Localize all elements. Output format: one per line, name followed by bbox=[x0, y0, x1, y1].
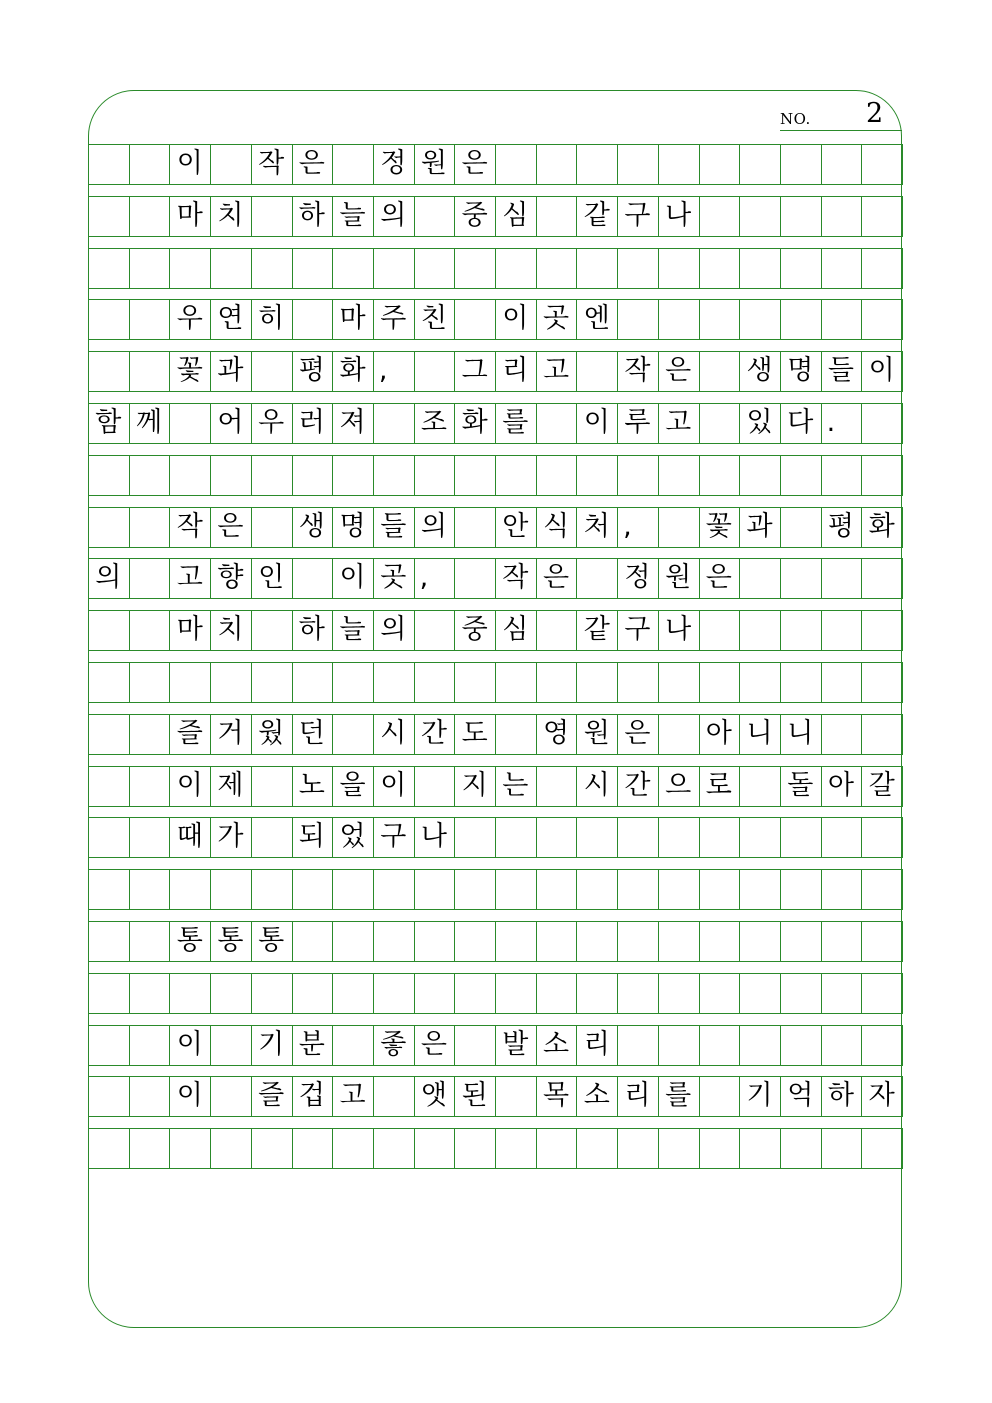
grid-cell: 치 bbox=[217, 199, 244, 231]
grid-cell bbox=[88, 507, 129, 547]
grid-cell bbox=[210, 144, 251, 184]
grid-cell: , bbox=[623, 510, 632, 542]
grid-cell: 었 bbox=[339, 821, 366, 853]
grid-cell: 연 bbox=[217, 303, 244, 335]
grid-cell bbox=[454, 507, 495, 547]
grid-cell: 중 bbox=[461, 614, 488, 646]
grid-cell: 이 bbox=[380, 769, 407, 801]
grid-cell: 통 bbox=[258, 925, 285, 956]
grid-cell: 이 bbox=[339, 562, 366, 594]
grid-cell bbox=[699, 1076, 740, 1116]
grid-cell: 리 bbox=[624, 1080, 651, 1112]
grid-cell: 아 bbox=[827, 769, 854, 801]
grid-cell: 도 bbox=[461, 717, 488, 749]
grid-cell: 하 bbox=[827, 1080, 854, 1112]
grid-cell bbox=[129, 351, 170, 391]
grid-cell: 분 bbox=[298, 1028, 325, 1060]
grid-row bbox=[88, 1128, 902, 1168]
grid-cell: 곳 bbox=[380, 562, 407, 594]
grid-cell bbox=[292, 299, 333, 339]
grid-cell bbox=[414, 610, 455, 650]
grid-cell: 화 bbox=[868, 510, 895, 542]
grid-cell: 때 bbox=[176, 821, 203, 853]
grid-cell bbox=[699, 351, 740, 391]
grid-cell: 과 bbox=[217, 355, 244, 387]
grid-cell: 러 bbox=[298, 407, 325, 438]
grid-cell: 작 bbox=[258, 148, 285, 179]
grid-row bbox=[88, 714, 902, 754]
grid-cell: 같 bbox=[583, 614, 610, 646]
grid-cell: 늘 bbox=[339, 614, 366, 646]
grid-cell bbox=[129, 299, 170, 339]
grid-cell: 심 bbox=[502, 199, 529, 231]
grid-cell: 의 bbox=[420, 510, 447, 542]
grid-cell: 억 bbox=[787, 1080, 814, 1112]
grid-cell bbox=[129, 714, 170, 754]
grid-cell-divider bbox=[902, 196, 903, 237]
grid-cell: 발 bbox=[502, 1028, 529, 1060]
grid-cell: 께 bbox=[135, 407, 163, 438]
grid-cell bbox=[88, 351, 129, 391]
grid-cell bbox=[373, 1076, 414, 1116]
grid-cell: 시 bbox=[583, 769, 610, 801]
grid-cell: 이 bbox=[583, 407, 610, 438]
grid-cell: 를 bbox=[665, 1080, 692, 1112]
grid-cell-divider bbox=[902, 507, 903, 548]
grid-cell: 명 bbox=[339, 510, 366, 542]
grid-cell: 목 bbox=[542, 1080, 570, 1112]
grid-cell: 꽃 bbox=[705, 510, 732, 542]
grid-cell: 노 bbox=[298, 769, 325, 801]
grid-cell: 갈 bbox=[868, 769, 895, 801]
grid-cell: 고 bbox=[339, 1080, 366, 1112]
grid-cell bbox=[536, 403, 577, 443]
grid-cell: 늘 bbox=[339, 199, 366, 231]
grid-cell-divider bbox=[902, 869, 903, 910]
grid-row bbox=[88, 1025, 902, 1065]
grid-row bbox=[88, 662, 902, 702]
grid-cell bbox=[251, 766, 292, 806]
grid-cell: 들 bbox=[827, 355, 854, 387]
page-number-label: NO. bbox=[780, 110, 811, 128]
grid-cell: 고 bbox=[542, 355, 570, 387]
grid-cell: 치 bbox=[217, 614, 244, 646]
grid-cell bbox=[373, 403, 414, 443]
grid-cell: 곳 bbox=[542, 303, 570, 335]
grid-row bbox=[88, 558, 902, 598]
grid-cell-divider bbox=[902, 817, 903, 858]
grid-cell bbox=[129, 558, 170, 598]
grid-row bbox=[88, 196, 902, 236]
grid-cell bbox=[332, 1025, 373, 1065]
grid-cell: 돌 bbox=[787, 769, 814, 801]
grid-cell: 심 bbox=[502, 614, 529, 646]
grid-cell: 영 bbox=[542, 717, 570, 749]
grid-cell bbox=[454, 299, 495, 339]
grid-row bbox=[88, 248, 902, 288]
grid-cell: 하 bbox=[298, 614, 325, 646]
grid-cell: 기 bbox=[746, 1080, 773, 1112]
grid-cell-divider bbox=[902, 144, 903, 185]
grid-cell bbox=[88, 299, 129, 339]
grid-cell: 던 bbox=[298, 717, 325, 749]
grid-cell-divider bbox=[902, 766, 903, 807]
grid-cell: 소 bbox=[583, 1080, 610, 1112]
grid-cell: 즐 bbox=[176, 717, 203, 749]
grid-cell: 즐 bbox=[258, 1080, 285, 1112]
page-number: 2 bbox=[866, 98, 884, 129]
grid-cell: 기 bbox=[258, 1028, 285, 1060]
grid-cell bbox=[88, 921, 129, 961]
grid-cell-divider bbox=[902, 248, 903, 289]
grid-cell: 식 bbox=[542, 510, 570, 542]
grid-row bbox=[88, 869, 902, 909]
grid-cell: 구 bbox=[380, 821, 407, 853]
grid-cell bbox=[414, 196, 455, 236]
grid-cell: 은 bbox=[420, 1028, 447, 1060]
grid-cell: 웠 bbox=[258, 717, 285, 749]
grid-cell: 제 bbox=[217, 769, 244, 801]
grid-row bbox=[88, 1076, 902, 1116]
grid-cell-divider bbox=[902, 973, 903, 1014]
grid-cell: 평 bbox=[298, 355, 325, 387]
grid-cell bbox=[699, 403, 740, 443]
grid-cell bbox=[88, 766, 129, 806]
grid-row bbox=[88, 455, 902, 495]
grid-cell: 화 bbox=[339, 355, 366, 387]
grid-cell: 은 bbox=[461, 148, 488, 179]
grid-cell: 과 bbox=[746, 510, 773, 542]
grid-cell bbox=[210, 1076, 251, 1116]
grid-cell: 작 bbox=[502, 562, 529, 594]
grid-cell: 하 bbox=[298, 199, 325, 231]
grid-cell: 의 bbox=[380, 199, 407, 231]
grid-cell: 처 bbox=[583, 510, 610, 542]
grid-cell bbox=[576, 558, 617, 598]
grid-cell bbox=[129, 144, 170, 184]
grid-cell: 이 bbox=[176, 1080, 203, 1112]
grid-cell bbox=[251, 507, 292, 547]
grid-cell: 간 bbox=[420, 717, 447, 749]
grid-cell: 의 bbox=[95, 562, 122, 594]
grid-cell bbox=[495, 1076, 536, 1116]
grid-cell: 은 bbox=[705, 562, 732, 594]
grid-cell bbox=[454, 558, 495, 598]
grid-cell: 구 bbox=[624, 199, 651, 231]
grid-cell: 은 bbox=[624, 717, 651, 749]
grid-cell: 어 bbox=[217, 407, 244, 438]
grid-cell: 겁 bbox=[298, 1080, 325, 1112]
grid-cell: 향 bbox=[217, 562, 244, 594]
grid-cell: 조 bbox=[420, 407, 447, 438]
grid-cell: 원 bbox=[583, 717, 610, 749]
grid-cell: 이 bbox=[176, 148, 203, 179]
grid-cell: 정 bbox=[624, 562, 651, 594]
grid-cell bbox=[780, 507, 821, 547]
grid-cell: , bbox=[378, 355, 388, 387]
grid-cell: 시 bbox=[380, 717, 407, 749]
grid-cell: 은 bbox=[542, 562, 570, 594]
grid-cell bbox=[251, 351, 292, 391]
grid-row bbox=[88, 610, 902, 650]
grid-cell bbox=[495, 714, 536, 754]
grid-cell: 소 bbox=[542, 1028, 570, 1060]
grid-cell bbox=[88, 817, 129, 857]
grid-cell: 엔 bbox=[583, 303, 610, 335]
grid-cell bbox=[88, 1076, 129, 1116]
grid-cell: 거 bbox=[217, 717, 244, 749]
grid-cell: 로 bbox=[705, 769, 732, 801]
grid-cell bbox=[739, 766, 780, 806]
grid-cell: 은 bbox=[217, 510, 244, 542]
grid-cell: 를 bbox=[502, 407, 529, 438]
grid-cell bbox=[251, 610, 292, 650]
grid-cell bbox=[169, 403, 210, 443]
grid-cell: 꽃 bbox=[176, 355, 203, 387]
grid-cell bbox=[88, 1025, 129, 1065]
grid-cell: 이 bbox=[502, 303, 529, 335]
grid-cell: 들 bbox=[380, 510, 407, 542]
grid-cell bbox=[129, 507, 170, 547]
grid-cell: 있 bbox=[746, 407, 773, 438]
grid-cell: 으 bbox=[665, 769, 692, 801]
grid-cell: 우 bbox=[258, 407, 285, 438]
grid-cell bbox=[129, 921, 170, 961]
grid-cell: 이 bbox=[868, 355, 895, 387]
grid-cell: 가 bbox=[217, 821, 244, 853]
grid-cell bbox=[292, 558, 333, 598]
grid-cell bbox=[129, 817, 170, 857]
grid-row bbox=[88, 921, 902, 961]
grid-cell: 원 bbox=[420, 148, 447, 179]
grid-cell: 니 bbox=[787, 717, 814, 749]
grid-cell: 명 bbox=[787, 355, 814, 387]
grid-cell bbox=[536, 610, 577, 650]
grid-cell bbox=[129, 196, 170, 236]
grid-cell: 마 bbox=[176, 614, 203, 646]
grid-row bbox=[88, 144, 902, 184]
grid-cell: 생 bbox=[746, 355, 773, 387]
grid-cell: 인 bbox=[258, 562, 285, 594]
grid-cell-divider bbox=[902, 558, 903, 599]
grid-cell bbox=[658, 507, 699, 547]
grid-cell: 구 bbox=[624, 614, 651, 646]
grid-cell bbox=[414, 766, 455, 806]
grid-cell: 마 bbox=[339, 303, 366, 335]
grid-cell-divider bbox=[902, 455, 903, 496]
grid-row bbox=[88, 973, 902, 1013]
grid-cell: 함 bbox=[95, 407, 122, 438]
grid-cell: 통 bbox=[176, 925, 203, 956]
grid-cell: 주 bbox=[380, 303, 407, 335]
grid-cell bbox=[576, 351, 617, 391]
grid-cell: 나 bbox=[420, 821, 447, 853]
grid-row bbox=[88, 403, 902, 443]
grid-cell bbox=[251, 817, 292, 857]
grid-cell: 이 bbox=[176, 1028, 203, 1060]
grid-cell bbox=[210, 1025, 251, 1065]
grid-cell: 의 bbox=[380, 614, 407, 646]
grid-cell: 히 bbox=[258, 303, 285, 335]
grid-row bbox=[88, 817, 902, 857]
grid-cell: , bbox=[419, 562, 429, 594]
grid-cell-divider bbox=[902, 714, 903, 755]
grid-row bbox=[88, 299, 902, 339]
grid-cell: 화 bbox=[461, 407, 488, 438]
grid-cell-divider bbox=[902, 1025, 903, 1066]
grid-cell: 된 bbox=[461, 1080, 488, 1112]
grid-cell bbox=[88, 144, 129, 184]
grid-cell: 통 bbox=[217, 925, 244, 956]
grid-cell: 나 bbox=[665, 614, 692, 646]
grid-cell-divider bbox=[902, 1128, 903, 1169]
grid-cell bbox=[536, 196, 577, 236]
grid-cell: 좋 bbox=[380, 1028, 407, 1060]
grid-cell-divider bbox=[902, 351, 903, 392]
grid-cell: 자 bbox=[868, 1080, 895, 1112]
grid-cell: . bbox=[826, 407, 836, 438]
grid-cell bbox=[88, 196, 129, 236]
grid-cell: 평 bbox=[827, 510, 854, 542]
grid-cell: 리 bbox=[583, 1028, 610, 1060]
grid-cell-divider bbox=[902, 662, 903, 703]
grid-cell: 우 bbox=[176, 303, 203, 335]
grid-cell-divider bbox=[902, 610, 903, 651]
grid-cell: 는 bbox=[502, 769, 529, 801]
grid-cell: 같 bbox=[583, 199, 610, 231]
grid-cell: 지 bbox=[461, 769, 488, 801]
grid-cell bbox=[129, 766, 170, 806]
grid-cell: 되 bbox=[298, 821, 325, 853]
grid-cell: 그 bbox=[461, 355, 488, 387]
grid-cell: 은 bbox=[298, 148, 325, 179]
grid-cell: 리 bbox=[502, 355, 529, 387]
grid-cell: 져 bbox=[339, 407, 366, 438]
grid-cell bbox=[251, 196, 292, 236]
grid-cell: 마 bbox=[176, 199, 203, 231]
grid-cell bbox=[88, 714, 129, 754]
grid-cell-divider bbox=[902, 299, 903, 340]
grid-cell: 작 bbox=[176, 510, 203, 542]
grid-cell: 은 bbox=[665, 355, 692, 387]
grid-cell: 간 bbox=[624, 769, 651, 801]
grid-cell bbox=[414, 351, 455, 391]
grid-cell: 앳 bbox=[420, 1080, 447, 1112]
grid-row bbox=[88, 766, 902, 806]
grid-cell: 니 bbox=[746, 717, 773, 749]
grid-cell bbox=[129, 1025, 170, 1065]
grid-row bbox=[88, 351, 902, 391]
grid-cell: 중 bbox=[461, 199, 488, 231]
grid-cell bbox=[658, 714, 699, 754]
grid-cell bbox=[129, 610, 170, 650]
grid-cell-divider bbox=[902, 921, 903, 962]
grid-cell: 이 bbox=[176, 769, 203, 801]
grid-cell-divider bbox=[902, 1076, 903, 1117]
grid-row bbox=[88, 507, 902, 547]
grid-cell: 나 bbox=[665, 199, 692, 231]
grid-cell: 을 bbox=[339, 769, 366, 801]
grid-cell-divider bbox=[902, 403, 903, 444]
grid-cell bbox=[536, 766, 577, 806]
grid-cell: 고 bbox=[176, 562, 203, 594]
grid-cell: 안 bbox=[502, 510, 529, 542]
grid-cell bbox=[454, 1025, 495, 1065]
grid-cell: 다 bbox=[787, 407, 814, 438]
grid-cell: 정 bbox=[380, 148, 407, 179]
grid-cell: 친 bbox=[420, 303, 447, 335]
grid-cell bbox=[129, 1076, 170, 1116]
grid-cell: 아 bbox=[705, 717, 732, 749]
grid-cell: 생 bbox=[298, 510, 325, 542]
grid-cell bbox=[332, 144, 373, 184]
grid-cell: 루 bbox=[624, 407, 651, 438]
grid-cell bbox=[332, 714, 373, 754]
grid-cell: 작 bbox=[624, 355, 651, 387]
grid-cell bbox=[88, 610, 129, 650]
grid-cell: 원 bbox=[665, 562, 692, 594]
grid-cell: 고 bbox=[665, 407, 692, 438]
